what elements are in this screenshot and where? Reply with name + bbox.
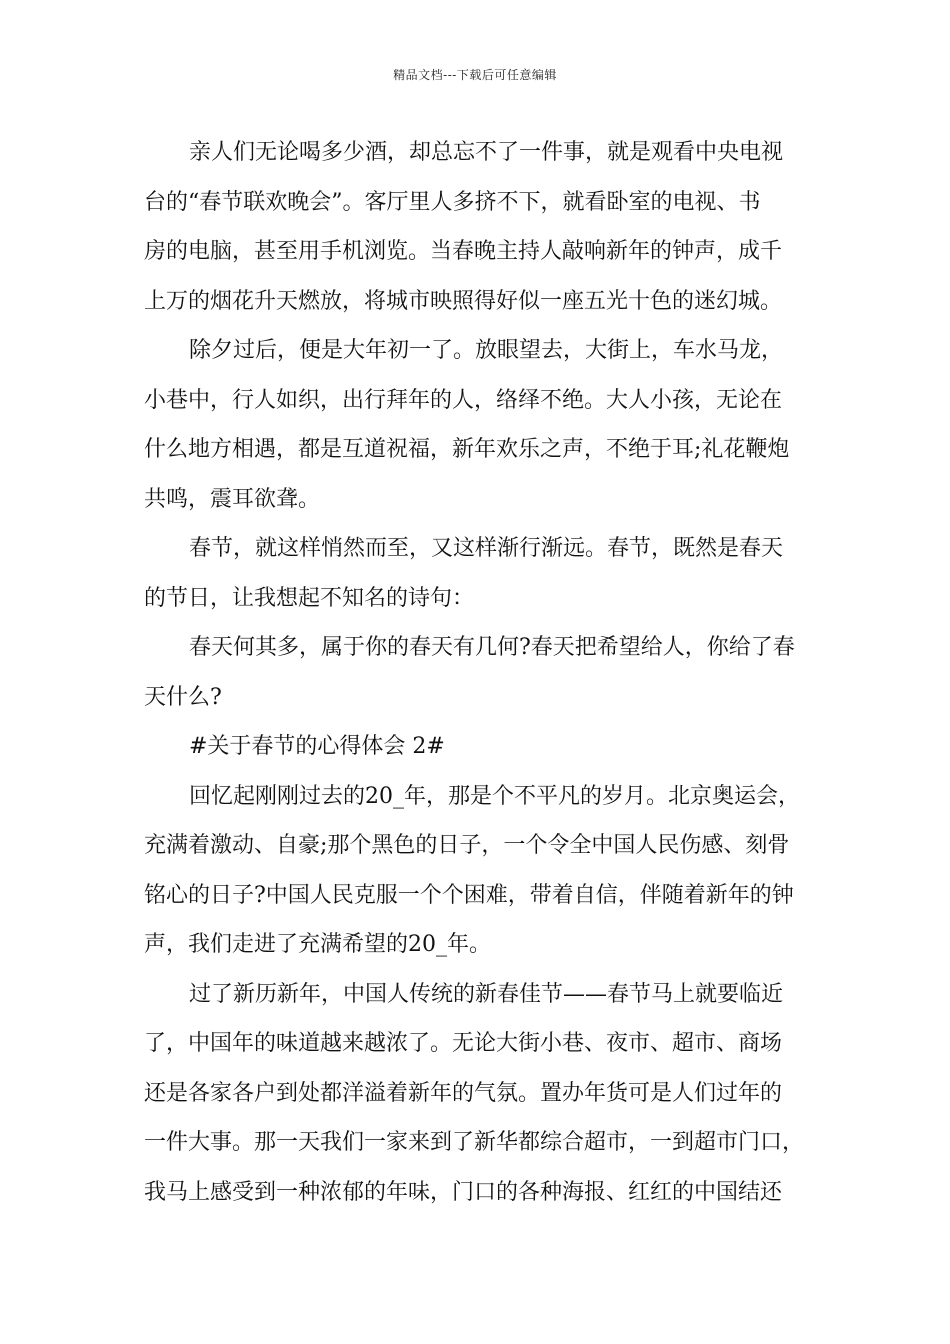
paragraph-line: 铭心的日子?中国人民克服一个个困难，带着自信，伴随着新年的钟: [144, 882, 794, 908]
paragraph-line: 共鸣，震耳欲聋。: [144, 486, 321, 512]
paragraph-line: 回忆起刚刚过去的20_年，那是个不平凡的岁月。北京奥运会，: [189, 783, 800, 809]
paragraph-line: 台的“春节联欢晚会”。客厅里人多挤不下，就看卧室的电视、书: [144, 189, 761, 215]
paragraph-line: 充满着激动、自豪;那个黑色的日子，一个令全中国人民伤感、刻骨: [144, 833, 790, 858]
paragraph-line: 小巷中，行人如织，出行拜年的人，络绎不绝。大人小孩，无论在: [144, 387, 783, 413]
page-header: 精品文档---下载后可任意编辑: [393, 68, 557, 82]
paragraph-line: 春天何其多，属于你的春天有几何?春天把希望给人，你给了春: [189, 635, 795, 660]
document-body: [144, 128, 806, 1217]
paragraph-line: 亲人们无论喝多少酒，却总忘不了一件事，就是观看中央电视: [189, 140, 784, 165]
paragraph-line: 了，中国年的味道越来越浓了。无论大街小巷、夜市、超市、商场: [144, 1031, 783, 1056]
paragraph-line: 除夕过后，便是大年初一了。放眼望去，大街上，车水马龙，: [189, 338, 784, 363]
paragraph-line: 的节日，让我想起不知名的诗句：: [144, 585, 475, 611]
paragraph-line: 天什么?: [144, 684, 222, 710]
paragraph-line: 声，我们走进了充满希望的20_年。: [144, 932, 491, 957]
paragraph-line: 春节，就这样悄然而至，又这样渐行渐远。春节，既然是春天: [189, 536, 784, 561]
section-heading: #关于春节的心得体会 2#: [189, 734, 445, 759]
paragraph-line: 还是各家各户到处都洋溢着新年的气氛。置办年货可是人们过年的: [144, 1080, 783, 1106]
paragraph-line: 我马上感受到一种浓郁的年味，门口的各种海报、红红的中国结还: [144, 1179, 783, 1205]
paragraph-line: 上万的烟花升天燃放，将城市映照得好似一座五光十色的迷幻城。: [144, 288, 783, 314]
paragraph-line: 过了新历新年，中国人传统的新春佳节——春节马上就要临近: [189, 981, 784, 1007]
paragraph-line: 一件大事。那一天我们一家来到了新华都综合超市，一到超市门口，: [144, 1130, 805, 1155]
paragraph-line: 房的电脑，甚至用手机浏览。当春晚主持人敲响新年的钟声，成千: [144, 239, 783, 264]
paragraph-line: 什么地方相遇，都是互道祝福，新年欢乐之声，不绝于耳;礼花鞭炮: [144, 437, 790, 462]
